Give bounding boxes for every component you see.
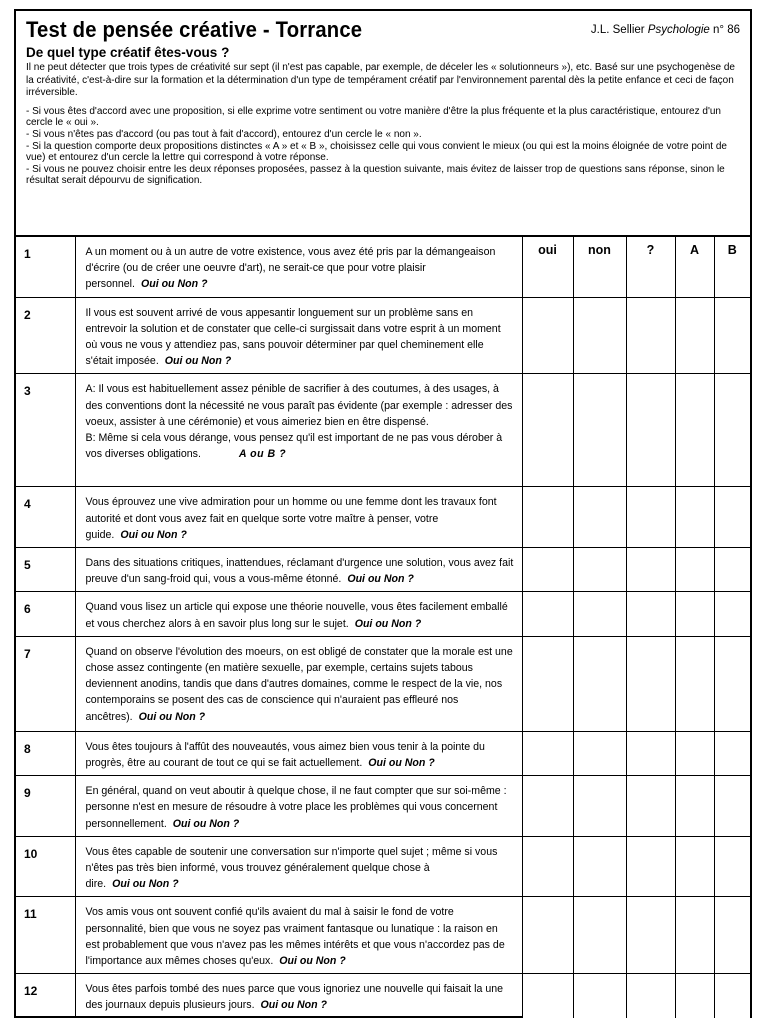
question-text: Il vous est souvent arrivé de vous appesantir longuement sur un problème sans en entrevoir la solution et de constater que celle-ci surgissait dans votre esprit à un moment où vous ne vous y attendiez pas, sans pouvoir déterminer par quel cheminement elle s'était imposée. — [85, 306, 501, 368]
question-number: 1 — [16, 236, 75, 297]
answer-cell-non[interactable] — [573, 548, 626, 592]
answer-cell-non[interactable] — [573, 776, 626, 837]
question-number: 2 — [16, 297, 75, 374]
document-header — [16, 11, 750, 235]
question-row — [16, 592, 750, 636]
answer-cell-b[interactable] — [714, 297, 750, 374]
answer-cell-non[interactable] — [573, 836, 626, 897]
answer-cell-a[interactable] — [675, 897, 714, 974]
answer-cell-a[interactable] — [675, 374, 714, 487]
answer-cell-unsure[interactable] — [626, 776, 675, 837]
question-text-cell — [75, 487, 522, 548]
question-row — [16, 897, 750, 974]
answer-prompt-oui-non: Oui ou Non ? — [112, 878, 179, 891]
answer-cell-b[interactable] — [714, 731, 750, 775]
question-text-b: B: Même si cela vous dérange, vous pensez qu'il est important de ne pas vous dérober à vos diverses obligations. — [85, 432, 503, 461]
source-reference — [591, 24, 740, 36]
answer-cell-oui[interactable] — [522, 548, 573, 592]
column-header-unsure[interactable]: ? — [626, 236, 675, 297]
answer-prompt-oui-non: Oui ou Non ? — [347, 573, 414, 586]
column-header-non[interactable]: non — [573, 236, 626, 297]
answer-cell-b[interactable] — [714, 374, 750, 487]
answer-cell-non[interactable] — [573, 897, 626, 974]
question-row — [16, 974, 750, 1018]
answer-cell-b[interactable] — [714, 897, 750, 974]
answer-cell-oui[interactable] — [522, 636, 573, 731]
question-number: 4 — [16, 487, 75, 548]
question-text-cell — [75, 897, 522, 974]
answer-cell-oui[interactable] — [522, 974, 573, 1018]
instruction-item: - Si vous ne pouvez choisir entre les deux réponses proposées, passez à la question suivante, mais évitez de laisser trop de questions sans réponse, sinon le résultat serait dépourvu de signification. — [26, 163, 725, 187]
question-number: 6 — [16, 592, 75, 636]
answer-prompt-oui-non: Oui ou Non ? — [279, 955, 346, 968]
question-text-cell — [75, 548, 522, 592]
column-header-a[interactable]: A — [675, 236, 714, 297]
answer-cell-oui[interactable] — [522, 776, 573, 837]
answer-cell-a[interactable] — [675, 974, 714, 1018]
question-row — [16, 776, 750, 837]
answer-cell-non[interactable] — [573, 636, 626, 731]
answer-prompt-oui-non: Oui ou Non ? — [354, 617, 422, 630]
intro-paragraph: Il ne peut détecter que trois types de créativité sur sept (il n'est pas capable, par exemple, de déceler les « solutionneurs »), etc. Basé sur une psychogenèse de la créativité, c'est-à-dire sur la formation et la détermination d'un type de tempérament créatif par l'environnement parental dès la petite enfance et ceci de façon irréversible. — [26, 62, 735, 99]
question-number: 11 — [16, 897, 75, 974]
answer-cell-b[interactable] — [714, 776, 750, 837]
question-number: 12 — [16, 974, 75, 1018]
answer-cell-b[interactable] — [714, 974, 750, 1018]
answer-cell-unsure[interactable] — [626, 897, 675, 974]
question-text: A un moment ou à un autre de votre existence, vous avez été pris par la démangeaison d'écrire (ou de créer une oeuvre d'art), ne serait-ce que pour votre plaisir personnel. — [85, 246, 496, 291]
question-text: Dans des situations critiques, inattendues, réclamant d'urgence une solution, vous avez fait preuve d'un sang-froid qui, vous a vous-même étonné. — [85, 557, 514, 586]
answer-cell-oui[interactable] — [522, 297, 573, 374]
answer-prompt-oui-non: Oui ou Non ? — [140, 278, 208, 291]
answer-cell-a[interactable] — [675, 592, 714, 636]
question-number: 8 — [16, 731, 75, 775]
question-text-cell — [75, 236, 522, 297]
answer-prompt-oui-non: Oui ou Non ? — [164, 355, 232, 368]
question-text: Vous êtes parfois tombé des nues parce que vous ignoriez une nouvelle qui faisait la une des journaux depuis plusieurs jours. — [85, 983, 504, 1012]
answer-prompt-oui-non: Oui ou Non ? — [138, 710, 206, 723]
question-number: 7 — [16, 636, 75, 731]
source-magazine: Psychologie — [647, 24, 710, 36]
question-row — [16, 297, 750, 374]
answer-cell-unsure[interactable] — [626, 974, 675, 1018]
question-text: Vos amis vous ont souvent confié qu'ils avaient du mal à saisir le fond de votre personnalité, bien que vous ne soyez pas vraiment fantasque ou lunatique : la raison en est probablement que vous n'avez pas les mêmes intérêts et que vous n'accordez pas de l'importance aux mêmes choses qu'eux. — [85, 906, 505, 968]
question-text-cell — [75, 592, 522, 636]
instruction-item: - Si vous êtes d'accord avec une proposition, si elle exprime votre sentiment ou votre manière d'être la plus fréquente et la plus caractéristique, entourez d'un cercle le « oui ». — [26, 105, 721, 129]
answer-cell-non[interactable] — [573, 731, 626, 775]
answer-cell-unsure[interactable] — [626, 548, 675, 592]
answer-prompt-oui-non: Oui ou Non ? — [260, 999, 328, 1012]
column-header-b[interactable]: B — [714, 236, 750, 297]
question-text: Quand vous lisez un article qui expose une théorie nouvelle, vous êtes facilement emballé et vous cherchez alors à en savoir plus long sur le sujet. — [85, 601, 508, 630]
answer-cell-non[interactable] — [573, 297, 626, 374]
answer-cell-a[interactable] — [675, 836, 714, 897]
answer-cell-unsure[interactable] — [626, 487, 675, 548]
question-text-cell — [75, 374, 522, 487]
column-header-oui[interactable]: oui — [522, 236, 573, 297]
answer-cell-b[interactable] — [714, 548, 750, 592]
answer-prompt-oui-non: Oui ou Non ? — [368, 757, 435, 770]
question-text: Quand on observe l'évolution des moeurs, on est obligé de constater que la morale est une chose assez contingente (en matière sexuelle, par exemple, certains sujets tabous deviennent anodins, tandis que dans d'autres domaines, comme le respect de la vie, nos contemporains se posent des cas de conscience qui n'auraient pas effleuré nos ancêtres). — [85, 645, 513, 723]
answer-cell-b[interactable] — [714, 487, 750, 548]
answer-cell-non[interactable] — [573, 592, 626, 636]
instruction-item: - Si vous n'êtes pas d'accord (ou pas tout à fait d'accord), entourez d'un cercle le « non ». — [26, 128, 422, 140]
answer-prompt-oui-non: Oui ou Non ? — [172, 817, 240, 830]
question-text: Vous êtes capable de soutenir une conversation sur n'importe quel sujet ; même si vous n'êtes pas très bien informé, vous trouvez généralement quelque chose à dire. — [85, 845, 498, 891]
question-row — [16, 236, 750, 297]
answer-cell-non[interactable] — [573, 374, 626, 487]
answer-cell-non[interactable] — [573, 487, 626, 548]
question-text-cell — [75, 297, 522, 374]
answer-cell-oui[interactable] — [522, 374, 573, 487]
source-author: J.L. Sellier — [590, 24, 645, 36]
answer-cell-b[interactable] — [714, 636, 750, 731]
answer-cell-a[interactable] — [675, 731, 714, 775]
answer-cell-a[interactable] — [675, 297, 714, 374]
question-number: 5 — [16, 548, 75, 592]
answer-cell-unsure[interactable] — [626, 636, 675, 731]
question-row — [16, 487, 750, 548]
answer-cell-b[interactable] — [714, 592, 750, 636]
question-text-cell — [75, 776, 522, 837]
document-subtitle: De quel type créatif êtes-vous ? — [26, 45, 230, 60]
answer-cell-b[interactable] — [714, 836, 750, 897]
question-text: Vous éprouvez une vive admiration pour un homme ou une femme dont les travaux font autorité et dont vous avez fait en quelque sorte votre maître à penser, votre guide. — [85, 496, 497, 541]
question-number: 3 — [16, 374, 75, 487]
answer-cell-a[interactable] — [675, 548, 714, 592]
question-text-cell — [75, 836, 522, 897]
instruction-item: - Si la question comporte deux propositions distinctes « A » et « B », choisissez celle qui vous convient le mieux (ou qui est la moins éloignée de votre point de vue) et entourez d'un cercle la lettre qui correspond à votre réponse. — [26, 140, 727, 164]
question-number: 9 — [16, 776, 75, 837]
answer-prompt-ab: A ou B ? — [238, 448, 287, 461]
question-text: Vous êtes toujours à l'affût des nouveautés, vous aimez bien vous tenir à la pointe du progrès, être au courant de tout ce qui se fait actuellement. — [85, 740, 485, 770]
question-text: En général, quand on veut aboutir à quelque chose, il ne faut compter que sur soi-même : personne n'est en mesure de résoudre à votre place les problèmes qui vous concernent personnellement. — [85, 785, 507, 830]
answer-cell-unsure[interactable] — [626, 592, 675, 636]
question-row — [16, 836, 750, 897]
answer-cell-oui[interactable] — [522, 731, 573, 775]
answer-cell-non[interactable] — [573, 974, 626, 1018]
answer-cell-a[interactable] — [675, 636, 714, 731]
question-row — [16, 374, 750, 487]
question-text-cell — [75, 731, 522, 775]
answer-prompt-oui-non: Oui ou Non ? — [120, 528, 187, 541]
questionnaire-page — [14, 9, 752, 1018]
question-row — [16, 636, 750, 731]
question-row — [16, 731, 750, 775]
answer-cell-unsure[interactable] — [626, 297, 675, 374]
question-number: 10 — [16, 836, 75, 897]
answer-cell-a[interactable] — [675, 487, 714, 548]
answer-cell-unsure[interactable] — [626, 836, 675, 897]
answer-cell-a[interactable] — [675, 776, 714, 837]
question-text: A: Il vous est habituellement assez pénible de sacrifier à des coutumes, à des usages, à des conventions dont la nécessité ne vous paraît pas évidente (par exemple : adresser des voeux, assister à une cérémonie) et vous aimeriez bien en être dispensé. — [85, 383, 513, 428]
questions-table — [16, 235, 750, 1018]
document-title: Test de pensée créative - Torrance — [26, 17, 363, 42]
question-text-cell — [75, 974, 522, 1018]
question-row — [16, 548, 750, 592]
answer-cell-oui[interactable] — [522, 897, 573, 974]
answer-cell-oui[interactable] — [522, 836, 573, 897]
answer-cell-unsure[interactable] — [626, 731, 675, 775]
source-issue: n° 86 — [713, 24, 740, 36]
answer-cell-unsure[interactable] — [626, 374, 675, 487]
answer-cell-oui[interactable] — [522, 592, 573, 636]
answer-cell-oui[interactable] — [522, 487, 573, 548]
question-text-cell — [75, 636, 522, 731]
instructions — [26, 106, 740, 187]
